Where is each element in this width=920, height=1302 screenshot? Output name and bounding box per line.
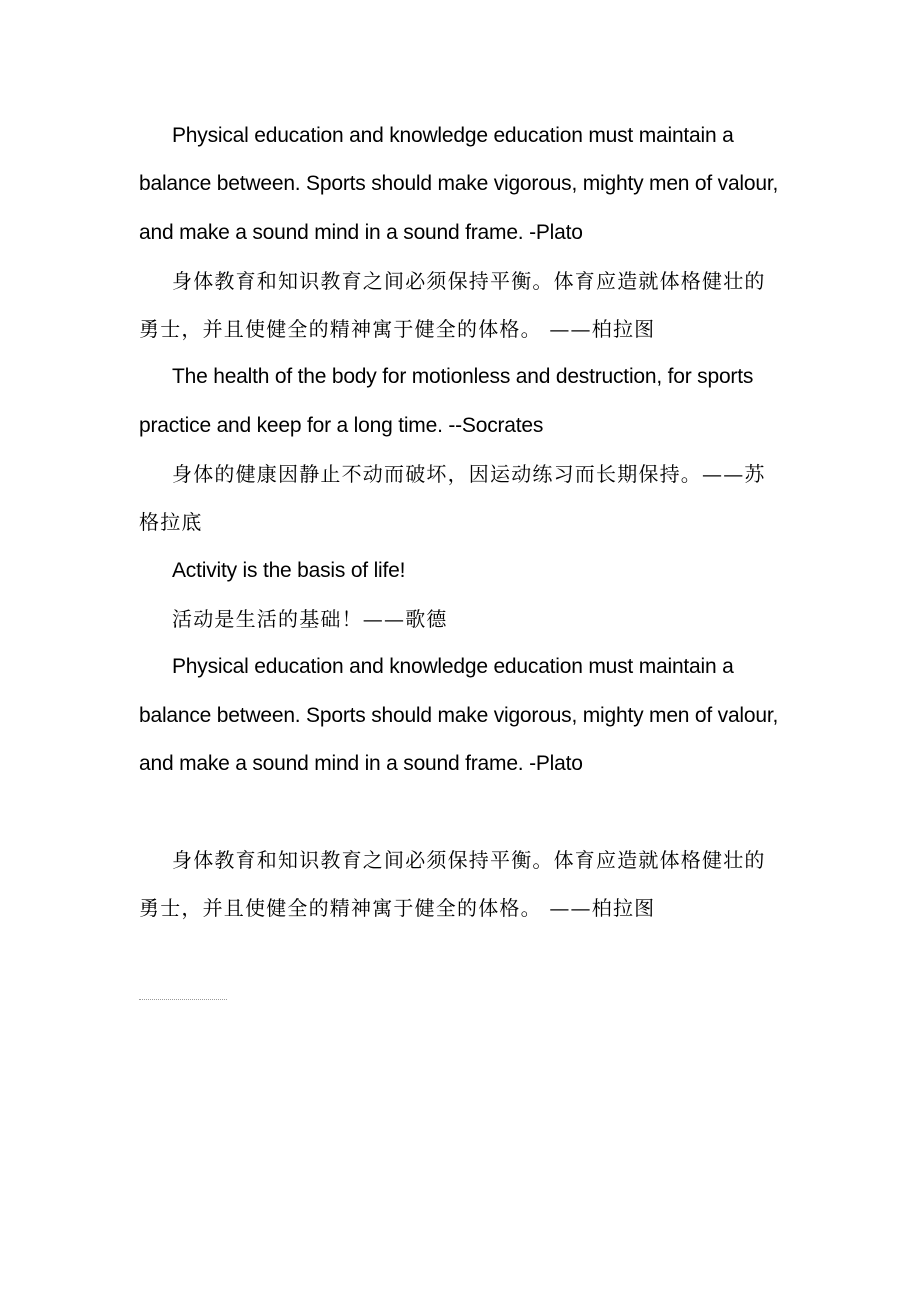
quote-socrates-zh: 身体的健康因静止不动而破坏，因运动练习而长期保持。——苏格拉底: [139, 462, 766, 535]
document-body: [139, 112, 781, 933]
quote-plato-repeat-zh: 身体教育和知识教育之间必须保持平衡。体育应造就体格健壮的勇士，并且使健全的精神寓于健全的体格。 ——柏拉图: [139, 848, 766, 921]
paragraph-spacer: [139, 788, 781, 836]
quote-goethe-en: Activity is the basis of life!: [172, 558, 406, 582]
quote-plato-repeat-en: Physical education and knowledge education must maintain a balance between. Sports should make vigorous, mighty men of valour, and make a sound mind in a sound frame. -Plato: [139, 655, 779, 775]
quote-plato-zh: 身体教育和知识教育之间必须保持平衡。体育应造就体格健壮的勇士，并且使健全的精神寓于健全的体格。 ——柏拉图: [139, 268, 766, 342]
quote-plato-en: Physical education and knowledge education must maintain a balance between. Sports should make vigorous, mighty men of valour, and make a sound mind in a sound frame. -Plato: [139, 124, 779, 244]
quote-socrates-en: The health of the body for motionless and destruction, for sports practice and keep for a long time. --Socrates: [139, 365, 754, 437]
quote-goethe-zh: 活动是生活的基础！——歌德: [172, 606, 448, 631]
footnote-separator: [139, 999, 227, 1000]
